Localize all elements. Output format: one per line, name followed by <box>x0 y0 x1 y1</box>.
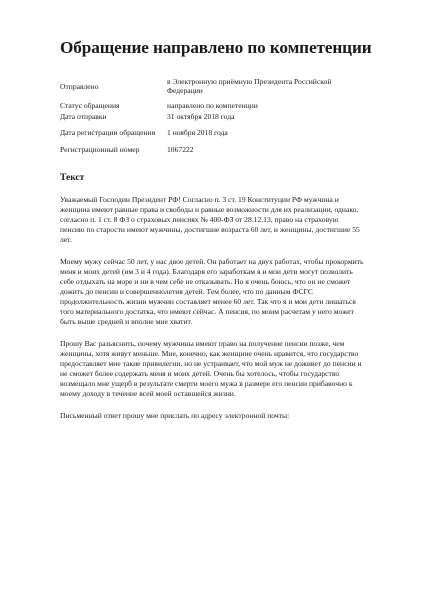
detail-row-registration-number <box>60 143 364 156</box>
detail-value: в Электронную приёмную Президента Российской Федерации <box>167 77 332 95</box>
detail-row-status <box>60 100 364 111</box>
detail-label: Регистрационный номер <box>60 145 140 154</box>
page-title: Обращение направлено по компетенции <box>60 38 372 57</box>
detail-label: Дата регистрации обращения <box>60 128 156 137</box>
body-paragraph: Уважаемый Господин Президент РФ! Согласно п. 3 ст. 19 Конституции РФ мужчина и женщина имеют равные права и свободы и равные возможности для их реализации, однако, согласно п. 1 ст. 8 ФЗ о страховых пенсиях № 400-ФЗ от 28.12.13, право на страховую пенсию по старости имеют мужчины, достигшие возраста 60 лет, и женщины, достигшие 55 лет. <box>60 195 360 244</box>
detail-value: 31 октября 2018 года <box>167 112 235 121</box>
detail-value: направлено по компетенции <box>167 101 258 110</box>
appeal-details-table <box>60 72 364 156</box>
body-paragraph: Моему мужу сейчас 50 лет, у нас двое детей. Он работает на двух работах, чтобы прокормить меня и моих детей (им 3 и 4 года). Благодаря его заработкам я и мои дети могут позволить себе отдыхать на море и ни в чем себе не отказывать. Но я очень боюсь, что он не сможет дожить до пенсии и совершеннолетия детей. Тем более, что по данным ФСГС продолжительность жизни мужчин составляет менее 60 лет. Так что я и мои дети лишаться того материального достатка, что имеют сейчас. А пенсия, по моим расчетам у него может быть выше средней и вполне мне хватит. <box>60 257 364 326</box>
body-paragraph: Письменный ответ прошу мне прислать по адресу электронной почты: <box>60 411 290 420</box>
detail-label: Дата отправки <box>60 112 107 121</box>
detail-value: 1067222 <box>167 145 194 154</box>
body-paragraph: Прошу Вас разъяснить, почему мужчины имеют право на получение пенсии позже, чем женщины, хотя живут меньше. Мне, конечно, как женщине очень нравится, что государство предоставляет мне такие привилегии, но не устраивает, что мой муж не доживет до пенсии и не сможет более содержать меня и моих детей. Очень бы хотелось, чтобы государство возмещало мне ущерб в результате смерти моего мужа в размере его пенсии прибавочно к моему доходу в течение всей моей оставшейся жизни. <box>60 339 362 398</box>
detail-value: 1 ноября 2018 года <box>167 128 228 137</box>
detail-row-registration-date <box>60 122 364 143</box>
detail-row-sent-date <box>60 111 364 122</box>
detail-label: Отправлено <box>60 81 99 91</box>
detail-label: Статус обращения <box>60 101 120 110</box>
detail-row-sent-to <box>60 72 364 100</box>
section-title-text: Текст <box>60 173 85 183</box>
